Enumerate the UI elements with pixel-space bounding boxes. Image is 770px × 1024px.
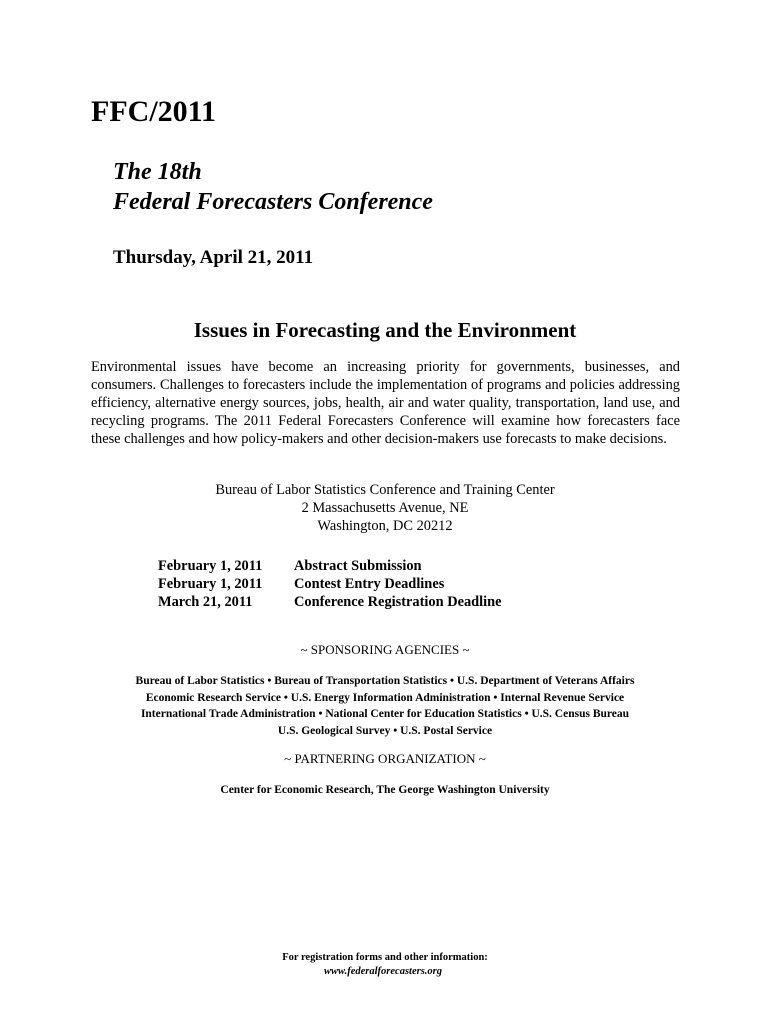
footer-website-link[interactable]: www.federalforecasters.org [323, 966, 443, 977]
sponsors-line: Bureau of Labor Statistics • Bureau of Transportation Statistics • U.S. Department of Veterans Affairs [135, 675, 635, 687]
conference-title-line1: The 18th [113, 159, 202, 185]
footer-info: For registration forms and other information: [282, 952, 488, 963]
partner-heading: ~ PARTNERING ORGANIZATION ~ [284, 751, 486, 766]
deadline-label: Contest Entry Deadlines [294, 576, 445, 592]
venue-street: 2 Massachusetts Avenue, NE [301, 500, 469, 516]
deadline-label: Abstract Submission [294, 558, 422, 574]
venue-city: Washington, DC 20212 [317, 518, 453, 534]
deadline-date: March 21, 2011 [158, 594, 253, 610]
deadline-label: Conference Registration Deadline [294, 594, 502, 610]
sponsors-line: International Trade Administration • National Center for Education Statistics • U.S. Census Bureau [140, 708, 630, 720]
conference-date: Thursday, April 21, 2011 [113, 247, 314, 268]
deadline-row [158, 575, 502, 593]
venue-address [0, 481, 770, 535]
conference-title [113, 157, 433, 217]
footer [0, 951, 770, 979]
deadline-row [158, 557, 502, 575]
conference-title-line2: Federal Forecasters Conference [113, 189, 433, 215]
partner-name: Center for Economic Research, The George Washington University [220, 784, 550, 796]
deadlines-list [158, 557, 502, 611]
sponsors-line: Economic Research Service • U.S. Energy Information Administration • Internal Revenue Service [145, 691, 625, 704]
venue-name: Bureau of Labor Statistics Conference and Training Center [215, 482, 555, 498]
sponsors-line: U.S. Geological Survey • U.S. Postal Service [277, 724, 493, 737]
deadline-date: February 1, 2011 [158, 576, 263, 592]
deadline-row [158, 593, 502, 611]
theme-title: Issues in Forecasting and the Environment [193, 318, 577, 342]
conference-code: FFC/2011 [91, 95, 216, 128]
theme-description: Environmental issues have become an increasing priority for governments, businesses, and consumers. Challenges to forecasters include the implementation of programs and policies addressing efficiency, alternative energy sources, jobs, health, air and water quality, transportation, land use, and recycling programs. The 2011 Federal Forecasters Conference will examine how forecasters face these challenges and how policy-makers and other decision-makers use forecasts to make decisions. [91, 359, 680, 447]
deadline-date: February 1, 2011 [158, 558, 263, 574]
sponsors-list [0, 673, 770, 739]
sponsors-heading: ~ SPONSORING AGENCIES ~ [300, 642, 470, 657]
